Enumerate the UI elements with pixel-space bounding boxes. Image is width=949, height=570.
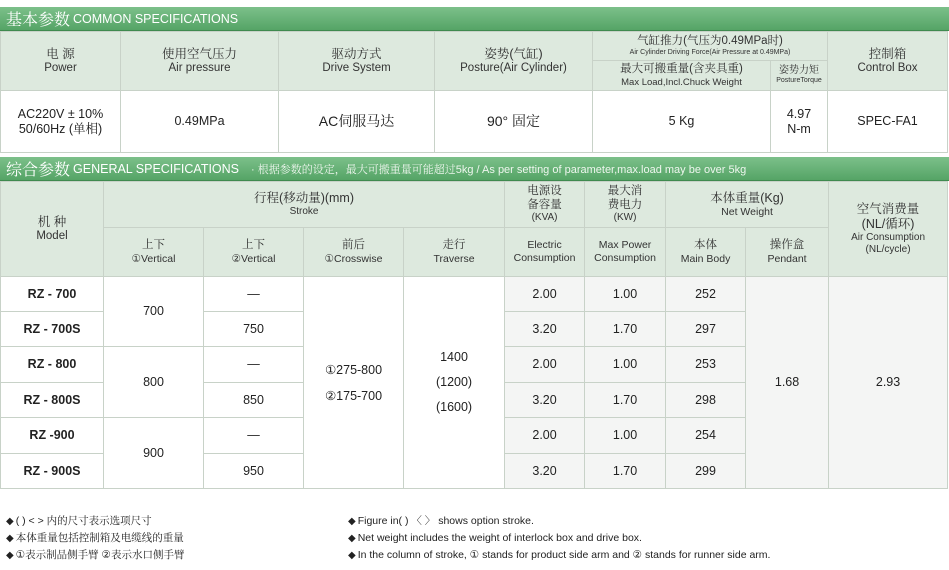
main-body-cell: 253	[666, 347, 746, 383]
electric-cell: 2.00	[505, 418, 585, 454]
general-spec-header	[0, 157, 949, 181]
bullet-diamond-icon: ◆	[348, 550, 356, 561]
drive-system-value: AC伺服马达	[279, 91, 435, 153]
control-box-value: SPEC-FA1	[828, 91, 948, 153]
cylinder-force-header: 气缸推力(气压为0.49MPa时) Air Cylinder Driving Force(Air Pressure at 0.49MPa)	[593, 32, 828, 61]
model-cell: RZ -900	[1, 418, 104, 454]
electric-cell: 2.00	[505, 277, 585, 312]
bullet-diamond-icon: ◆	[6, 550, 14, 561]
air-pressure-value: 0.49MPa	[121, 91, 279, 153]
general-title-en: GENERAL SPECIFICATIONS	[73, 161, 240, 176]
bullet-diamond-icon: ◆	[348, 516, 356, 527]
traverse-cell: 1400 (1200) (1600)	[404, 277, 505, 489]
common-spec-header	[0, 7, 949, 31]
common-spec-table	[0, 31, 948, 153]
electric-consumption-header: Electric Consumption	[505, 228, 585, 277]
max-power-header: 最大消 费电力 (KW)	[585, 182, 666, 228]
crosswise-header: 前后 ①Crosswise	[304, 228, 404, 277]
electric-cell: 3.20	[505, 383, 585, 418]
bullet-diamond-icon: ◆	[348, 533, 356, 544]
general-note: · 根据参数的设定，最大可搬重量可能超过5kg / As per setting of parameter,max.load may be over 5kg	[251, 163, 747, 176]
main-body-cell: 297	[666, 312, 746, 347]
drive-system-header: 驱动方式 Drive System	[279, 32, 435, 91]
model-cell: RZ - 700S	[1, 312, 104, 347]
max-power-cell: 1.00	[585, 277, 666, 312]
air-pressure-header: 使用空气压力 Air pressure	[121, 32, 279, 91]
control-box-header: 控制箱 Control Box	[828, 32, 948, 91]
max-load-header: 最大可搬重量(含夹具重) Max Load,Incl.Chuck Weight	[593, 61, 771, 91]
max-power-cell: 1.70	[585, 383, 666, 418]
vertical2-cell: 750	[204, 312, 304, 347]
posture-header: 姿势(气缸) Posture(Air Cylinder)	[435, 32, 593, 91]
common-title-en: COMMON SPECIFICATIONS	[73, 11, 239, 26]
max-power-cell: 1.00	[585, 418, 666, 454]
power-header: 电 源 Power	[1, 32, 121, 91]
air-consumption-header: 空气消费量 (NL/循环) Air Consumption (NL/cycle)	[829, 182, 948, 277]
footnotes-en	[348, 513, 770, 564]
max-power-cell: 1.00	[585, 347, 666, 383]
vertical1-cell: 800	[104, 347, 204, 418]
footnote-item: ◆ ( ) < > 内的尺寸表示选项尺寸	[6, 515, 152, 527]
vertical2-cell: 850	[204, 383, 304, 418]
main-body-cell: 299	[666, 454, 746, 489]
common-title-zh: 基本参数	[6, 12, 71, 29]
vertical2-cell: 950	[204, 454, 304, 489]
footnotes-zh	[6, 513, 184, 564]
main-body-header: 本体 Main Body	[666, 228, 746, 277]
main-body-cell: 254	[666, 418, 746, 454]
electric-capacity-header: 电源设 备容量 (KVA)	[505, 182, 585, 228]
footnote-item: ◆ Figure in( ) 〈 〉 shows option stroke.	[348, 515, 534, 527]
vertical2-cell: —	[204, 418, 304, 454]
footnote-item: ◆ In the column of stroke, ① stands for product side arm and ② stands for runner side arm.	[348, 549, 771, 561]
general-spec-table	[0, 181, 948, 489]
max-power-cell: 1.70	[585, 454, 666, 489]
main-body-cell: 298	[666, 383, 746, 418]
model-cell: RZ - 800	[1, 347, 104, 383]
bullet-diamond-icon: ◆	[6, 533, 14, 544]
main-body-cell: 252	[666, 277, 746, 312]
table-row	[1, 277, 948, 312]
model-cell: RZ - 800S	[1, 383, 104, 418]
electric-cell: 3.20	[505, 312, 585, 347]
posture-value: 90° 固定	[435, 91, 593, 153]
footnote-item: ◆ ①表示制品侧手臂 ②表示水口侧手臂	[6, 549, 185, 561]
vertical2-cell: —	[204, 347, 304, 383]
general-title-zh: 综合参数	[6, 162, 71, 179]
footnote-item: ◆ Net weight includes the weight of interlock box and drive box.	[348, 532, 642, 544]
pendant-cell: 1.68	[746, 277, 829, 489]
stroke-header: 行程(移动量)(mm) Stroke	[104, 182, 505, 228]
traverse-header: 走行 Traverse	[404, 228, 505, 277]
electric-cell: 3.20	[505, 454, 585, 489]
crosswise-cell: ①275-800 ②175-700	[304, 277, 404, 489]
model-cell: RZ - 900S	[1, 454, 104, 489]
bullet-diamond-icon: ◆	[6, 516, 14, 527]
posture-torque-value: 4.97 N-m	[771, 91, 828, 153]
max-load-value: 5 Kg	[593, 91, 771, 153]
vertical1-cell: 700	[104, 277, 204, 347]
pendant-header: 操作盒 Pendant	[746, 228, 829, 277]
max-power-cell: 1.70	[585, 312, 666, 347]
footnote-item: ◆ 本体重量包括控制箱及电缆线的重量	[6, 532, 184, 544]
max-power-consumption-header: Max Power Consumption	[585, 228, 666, 277]
vertical2-header: 上下 ②Vertical	[204, 228, 304, 277]
vertical1-header: 上下 ①Vertical	[104, 228, 204, 277]
model-header: 机 种 Model	[1, 182, 104, 277]
vertical2-cell: —	[204, 277, 304, 312]
net-weight-header: 本体重量(Kg) Net Weight	[666, 182, 829, 228]
vertical1-cell: 900	[104, 418, 204, 489]
power-value: AC220V ± 10% 50/60Hz (单相)	[1, 91, 121, 153]
model-cell: RZ - 700	[1, 277, 104, 312]
air-consumption-cell: 2.93	[829, 277, 948, 489]
electric-cell: 2.00	[505, 347, 585, 383]
posture-torque-header: 姿势力矩 PostureTorque	[771, 61, 828, 91]
